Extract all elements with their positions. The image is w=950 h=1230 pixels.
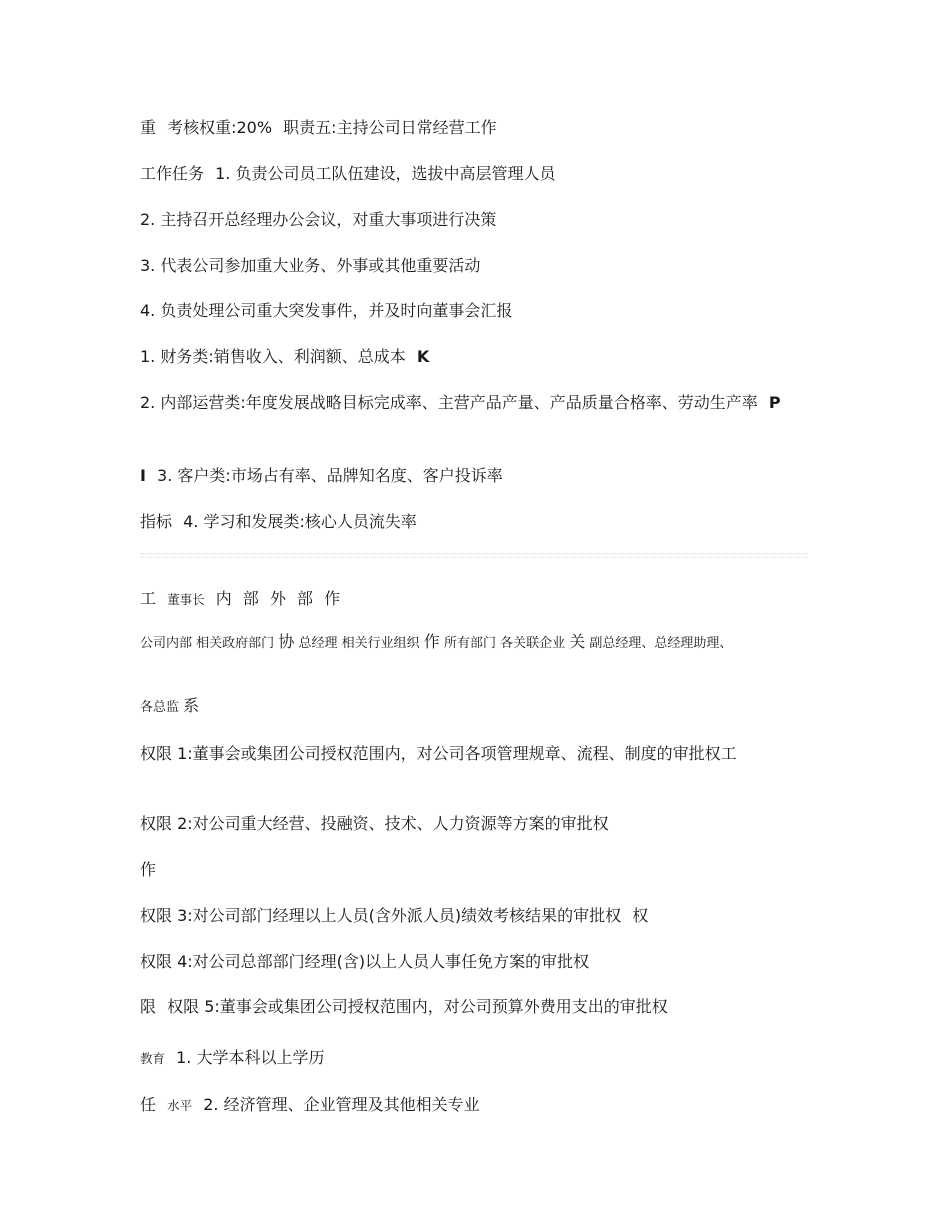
authority-3: [140, 903, 810, 929]
authority-1: 权限 1:董事会或集团公司授权范围内，对公司各项管理规章、流程、制度的审批权工: [140, 744, 737, 763]
kpi-line-3: [140, 463, 810, 489]
resp-line-2: [140, 161, 810, 187]
authority-5-head: 限: [140, 997, 157, 1016]
relations-row-1-a: 工: [140, 589, 157, 608]
kpi-line-2-text: 2. 内部运营类:年度发展战略目标完成率、主营产品产量、产品质量合格率、劳动生产率: [140, 393, 758, 412]
authority-5-text: 权限 5:董事会或集团公司授权范围内，对公司预算外费用支出的审批权: [167, 997, 668, 1016]
relations-row-3: [140, 695, 810, 719]
relations-industry-org: 相关行业组织: [341, 636, 420, 651]
qualification-1-text: 1. 大学本科以上学历: [176, 1048, 325, 1067]
relations-row-1-d: 部: [242, 589, 259, 608]
relations-row-1-f: 部: [297, 589, 314, 608]
qualification-1-label: 教育: [140, 1051, 166, 1066]
relations-row-2: [140, 631, 810, 655]
kpi-line-3-mark: I: [140, 466, 146, 485]
resp-line-4: 3. 代表公司参加重大业务、外事或其他重要活动: [140, 256, 481, 275]
authority-3-text: 权限 3:对公司部门经理以上人员(含外派人员)绩效考核结果的审批权: [140, 906, 622, 925]
relations-gov-dept: 相关政府部门: [196, 636, 275, 651]
kpi-line-1-text: 1. 财务类:销售收入、利润额、总成本: [140, 347, 406, 366]
resp-line-1: [140, 115, 810, 141]
authority-3-tail: 权: [632, 906, 649, 925]
relations-all-depts: 所有部门: [443, 636, 496, 651]
resp-line-3: 2. 主持召开总经理办公会议，对重大事项进行决策: [140, 210, 497, 229]
relations-row-1-g: 作: [324, 589, 341, 608]
authority-5: [140, 994, 810, 1020]
relations-deputy-gm: 副总经理、总经理助理、: [589, 636, 733, 651]
relations-row-2-c: 协: [278, 632, 295, 651]
relations-row-1: [140, 586, 810, 613]
relations-row-2-f: 作: [423, 632, 440, 651]
qualification-2-label: 水平: [167, 1098, 193, 1113]
kpi-line-4-label: 指标: [140, 512, 173, 531]
qualification-2: [140, 1092, 810, 1119]
resp-line-5: 4. 负责处理公司重大突发事件，并及时向董事会汇报: [140, 301, 513, 320]
resp-line-1-a: 重: [140, 118, 157, 137]
kpi-line-4-text: 4. 学习和发展类:核心人员流失率: [183, 512, 417, 531]
relations-row-2-i: 关: [569, 632, 586, 651]
relations-row-1-c: 内: [215, 589, 232, 608]
kpi-line-4: [140, 509, 810, 535]
resp-line-1-weight: 考核权重:20%: [167, 118, 273, 137]
resp-line-1-duty: 职责五:主持公司日常经营工作: [283, 118, 497, 137]
kpi-line-2-mark: P: [768, 393, 781, 412]
qualification-1: [140, 1045, 810, 1072]
relations-chairman: 董事长: [167, 592, 205, 607]
kpi-line-1: [140, 344, 810, 370]
resp-line-2-text: 1. 负责公司员工队伍建设，选拔中高层管理人员: [215, 164, 556, 183]
relations-directors: 各总监: [140, 700, 180, 715]
authority-4: 权限 4:对公司总部部门经理(含)以上人员人事任免方案的审批权: [140, 952, 590, 971]
kpi-line-3-text: 3. 客户类:市场占有率、品牌知名度、客户投诉率: [157, 466, 503, 485]
section-divider: [140, 553, 808, 554]
authority-2: 权限 2:对公司重大经营、投融资、技术、人力资源等方案的审批权: [140, 814, 609, 833]
qualification-2-text: 2. 经济管理、企业管理及其他相关专业: [203, 1095, 480, 1114]
relations-affiliates: 各关联企业: [500, 636, 566, 651]
section-divider-secondary: [140, 557, 808, 558]
authority-2-tail: 作: [140, 860, 157, 879]
resp-line-2-label: 工作任务: [140, 164, 205, 183]
kpi-line-1-mark: K: [416, 347, 430, 366]
qualification-2-a: 任: [140, 1095, 157, 1114]
relations-gm: 总经理: [298, 636, 338, 651]
kpi-line-2: [140, 390, 810, 416]
relations-row-3-b: 系: [183, 696, 200, 715]
relations-row-1-e: 外: [269, 589, 286, 608]
relations-internal: 公司内部: [140, 636, 193, 651]
